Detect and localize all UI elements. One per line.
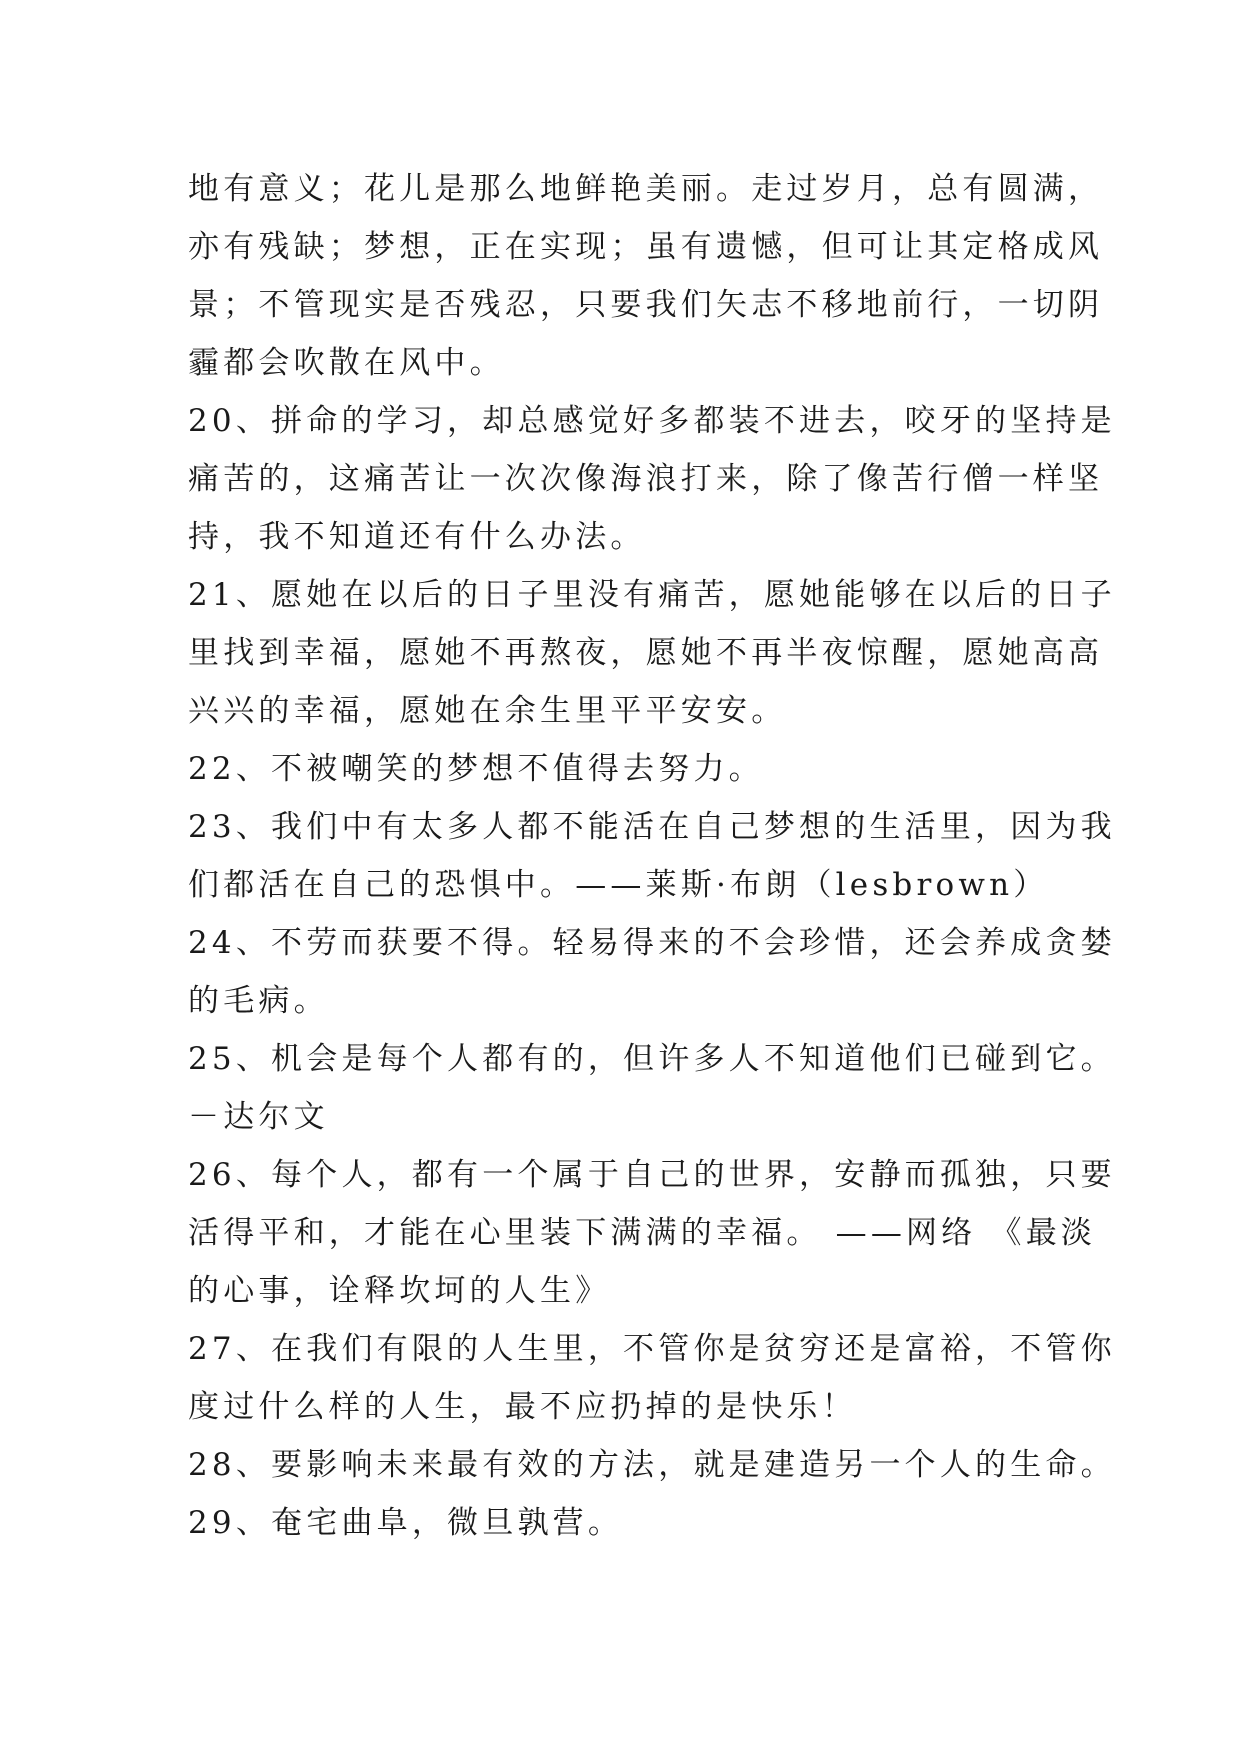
- text-line: 霾都会吹散在风中。: [188, 345, 505, 381]
- text-line: 痛苦的，这痛苦让一次次像海浪打来，除了像苦行僧一样坚: [188, 461, 1104, 497]
- text-line: 25、机会是每个人都有的，但许多人不知道他们已碰到它。: [188, 1041, 1116, 1077]
- text-line: 们都活在自己的恐惧中。——莱斯·布朗（lesbrown）: [188, 867, 1049, 903]
- text-line: 度过什么样的人生，最不应扔掉的是快乐！: [188, 1389, 857, 1425]
- document-body: [188, 160, 1116, 1552]
- text-line: 持，我不知道还有什么办法。: [188, 519, 646, 555]
- text-line: 23、我们中有太多人都不能活在自己梦想的生活里，因为我: [188, 809, 1116, 845]
- text-line: 27、在我们有限的人生里，不管你是贫穷还是富裕，不管你: [188, 1331, 1116, 1367]
- text-line: 29、奄宅曲阜，微旦孰营。: [188, 1505, 624, 1541]
- text-line: 亦有残缺；梦想，正在实现；虽有遗憾，但可让其定格成风: [188, 229, 1104, 265]
- text-line: 24、不劳而获要不得。轻易得来的不会珍惜，还会养成贪婪: [188, 925, 1116, 961]
- text-line: 的心事，诠释坎坷的人生》: [188, 1273, 611, 1309]
- text-line: 里找到幸福，愿她不再熬夜，愿她不再半夜惊醒，愿她高高: [188, 635, 1104, 671]
- text-line: 22、不被嘲笑的梦想不值得去努力。: [188, 751, 764, 787]
- text-line: 21、愿她在以后的日子里没有痛苦，愿她能够在以后的日子: [188, 577, 1116, 613]
- text-line: 景；不管现实是否残忍，只要我们矢志不移地前行，一切阴: [188, 287, 1104, 323]
- text-line: 活得平和，才能在心里装下满满的幸福。 ——网络 《最淡: [188, 1215, 1097, 1251]
- text-line: 的毛病。: [188, 983, 329, 1019]
- text-line: －达尔文: [188, 1099, 329, 1135]
- text-line: 28、要影响未来最有效的方法，就是建造另一个人的生命。: [188, 1447, 1116, 1483]
- text-line: 地有意义；花儿是那么地鲜艳美丽。走过岁月，总有圆满，: [188, 171, 1104, 207]
- text-line: 20、拼命的学习，却总感觉好多都装不进去，咬牙的坚持是: [188, 403, 1116, 439]
- text-line: 26、每个人，都有一个属于自己的世界，安静而孤独，只要: [188, 1157, 1116, 1193]
- text-line: 兴兴的幸福，愿她在余生里平平安安。: [188, 693, 787, 729]
